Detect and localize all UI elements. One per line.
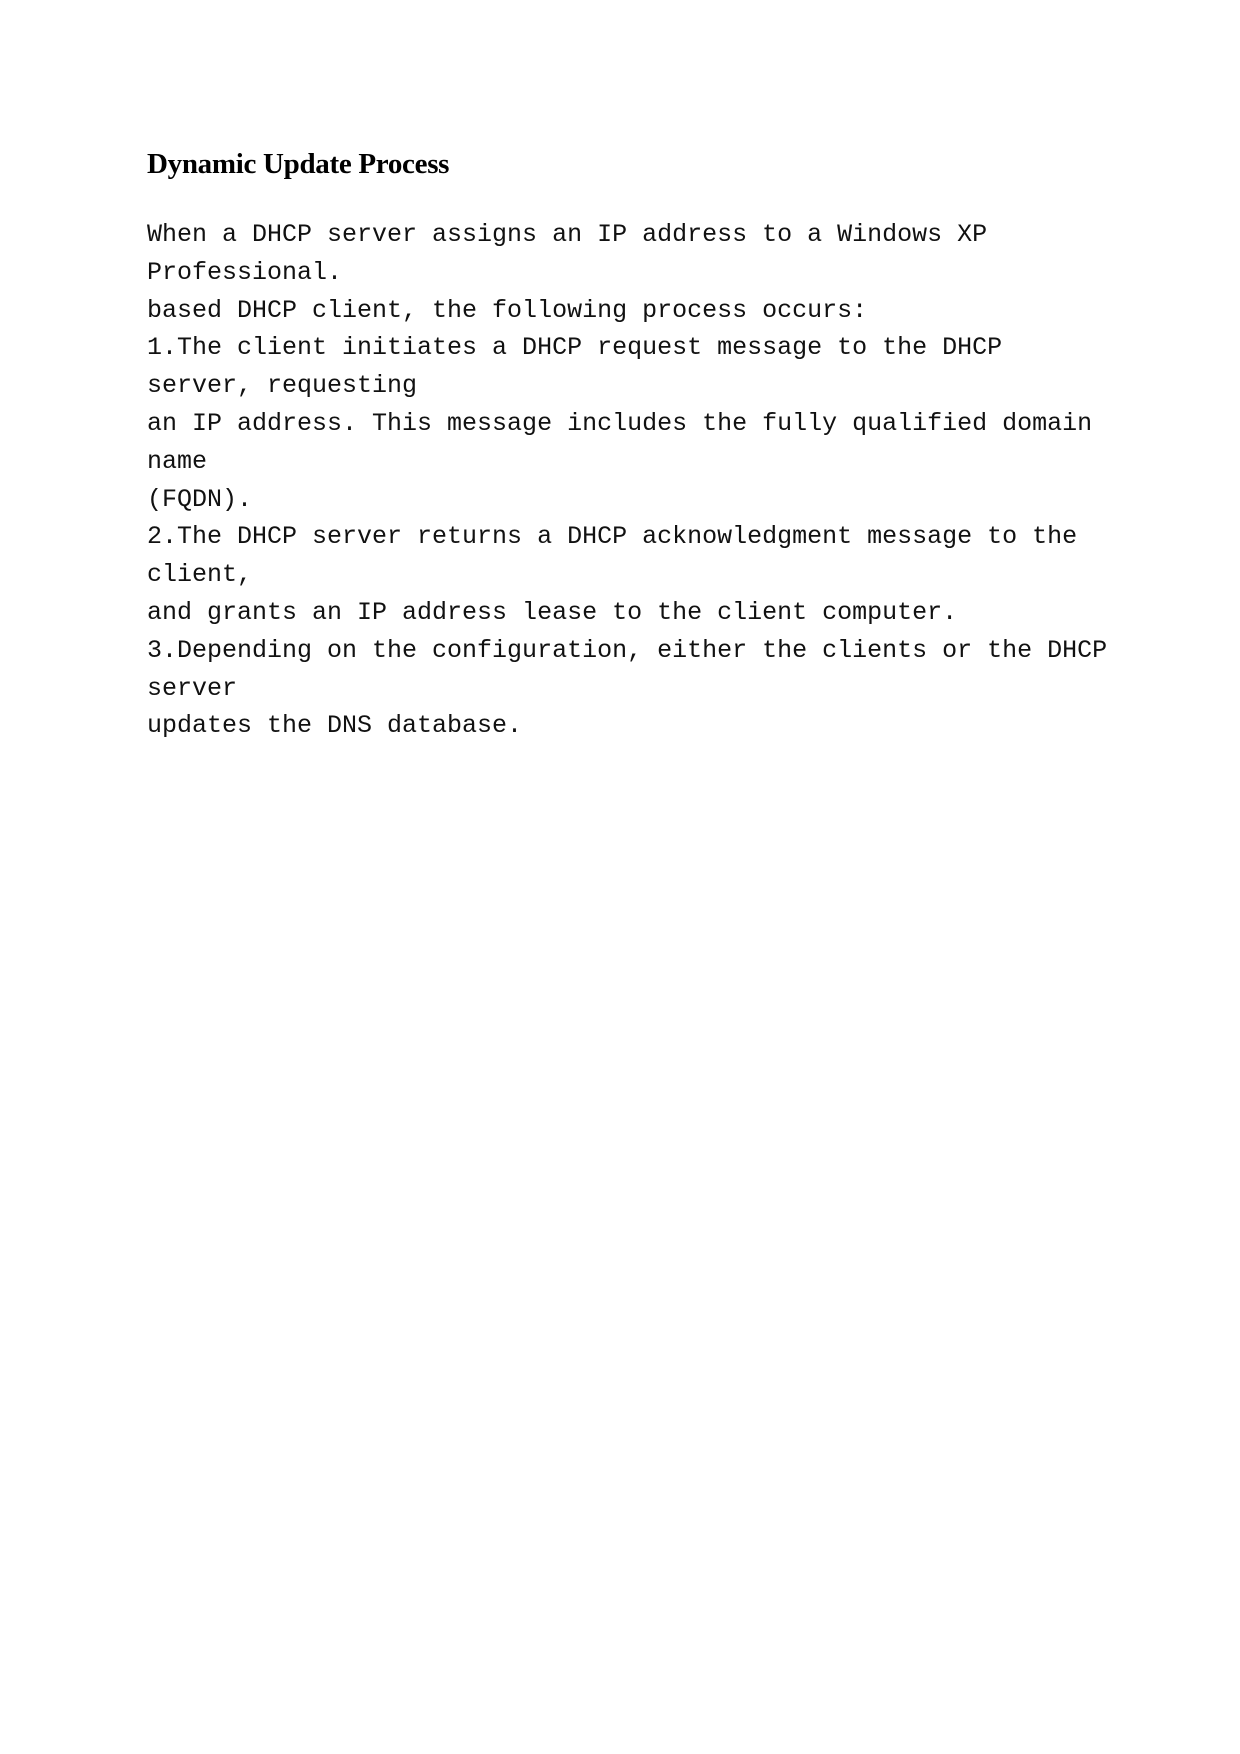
text-line: Professional. xyxy=(147,257,343,287)
text-line: server, requesting xyxy=(147,371,418,401)
text-line: name xyxy=(147,446,208,476)
text-line: based DHCP client, the following process occurs: xyxy=(147,295,868,325)
section-heading: Dynamic Update Process xyxy=(147,148,450,180)
text-line: and grants an IP address lease to the client computer. xyxy=(147,597,958,627)
text-line: When a DHCP server assigns an IP address to a Windows XP xyxy=(147,220,988,249)
text-line: 2.The DHCP server returns a DHCP acknowledgment message to the xyxy=(147,522,1078,552)
text-line: updates the DNS database. xyxy=(147,711,523,741)
text-line: 3.Depending on the configuration, either the clients or the DHCP xyxy=(147,635,1108,665)
text-line: (FQDN). xyxy=(147,484,253,514)
text-line: 1.The client initiates a DHCP request message to the DHCP xyxy=(147,333,1003,363)
text-line: client, xyxy=(147,560,253,590)
text-line: an IP address. This message includes the fully qualified domain xyxy=(147,408,1093,438)
body-text xyxy=(147,216,1147,745)
text-line: server xyxy=(147,673,238,703)
